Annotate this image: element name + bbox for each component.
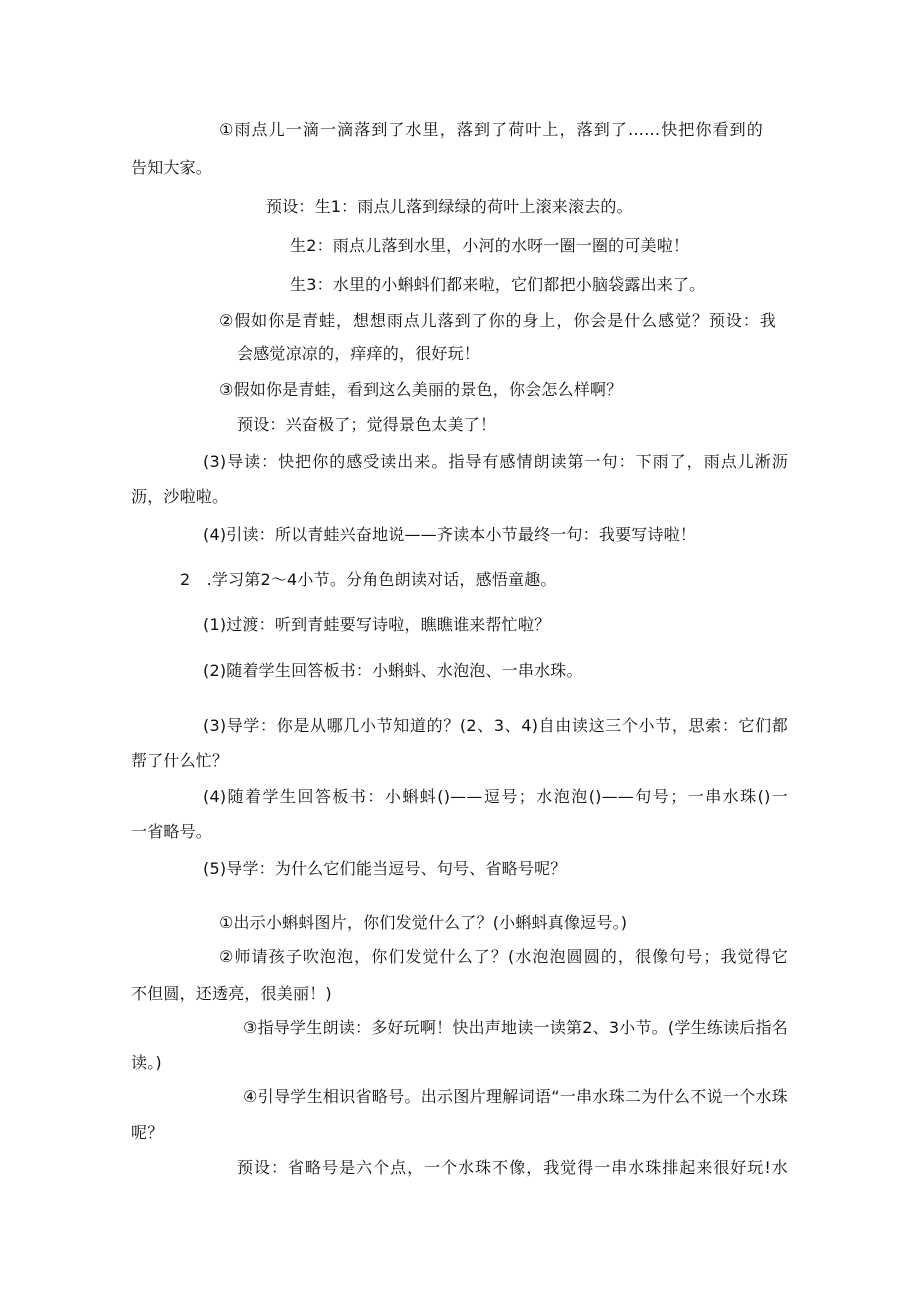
- text-line-22: ②师请孩子吹泡泡，你们发觉什么了？(水泡泡圆圆的，很像句号；我觉得它: [219, 947, 788, 966]
- text-line-21: ①出示小蝌蚪图片，你们发觉什么了？(小蝌蚪真像逗号。): [219, 913, 628, 932]
- text-line-5: 生3：水里的小蝌蚪们都来啦，它们都把小脑袋露出来了。: [290, 275, 706, 294]
- text-line-1: ①雨点儿一滴一滴落到了水里，落到了荷叶上，落到了……快把你看到的: [219, 120, 763, 139]
- text-line-19: 一省略号。: [131, 822, 213, 841]
- text-line-23: 不但圆，还透亮，很美丽！): [131, 984, 332, 1003]
- text-line-11: 沥，沙啦啦。: [131, 487, 229, 506]
- text-line-13: 2 .学习第2～4小节。分角色朗读对话，感悟童趣。: [180, 570, 557, 589]
- text-line-4: 生2：雨点儿落到水里，小河的水呀一圈一圈的可美啦！: [290, 236, 690, 255]
- text-line-24: ③指导学生朗读：多好玩啊！快出声地读一读第2、3小节。(学生练读后指名: [243, 1018, 788, 1037]
- text-line-18: (4)随着学生回答板书：小蝌蚪()——逗号；水泡泡()——句号；一串水珠()一: [203, 787, 788, 806]
- text-line-12: (4)引读：所以青蛙兴奋地说——齐读本小节最终一句：我要写诗啦！: [203, 525, 697, 544]
- text-line-27: 呢？: [131, 1123, 164, 1142]
- text-line-3: 预设：生1：雨点儿落到绿绿的荷叶上滚来滚去的。: [266, 197, 633, 216]
- text-line-16: (3)导学：你是从哪几小节知道的？(2、3、4)自由读这三个小节，思索：它们都: [203, 716, 788, 735]
- text-line-15: (2)随着学生回答板书：小蝌蚪、水泡泡、一串水珠。: [203, 661, 583, 680]
- text-line-9: 预设：兴奋极了；觉得景色太美了！: [237, 415, 497, 434]
- text-line-28: 预设：省略号是六个点，一个水珠不像，我觉得一串水珠排起来很好玩!水: [237, 1158, 788, 1177]
- text-line-20: (5)导学：为什么它们能当逗号、句号、省略号呢？: [203, 859, 567, 878]
- text-line-17: 帮了什么忙？: [131, 751, 229, 770]
- text-line-6: ②假如你是青蛙，想想雨点儿落到了你的身上，你会是什么感觉？预设：我: [219, 311, 776, 330]
- text-line-14: (1)过渡：听到青蛙要写诗啦，瞧瞧谁来帮忙啦？: [203, 615, 551, 634]
- text-line-26: ④引导学生相识省略号。出示图片理解词语“一串水珠二为什么不说一个水珠: [243, 1087, 788, 1106]
- text-line-10: (3)导读：快把你的感受读出来。指导有感情朗读第一句：下雨了，雨点儿淅沥: [203, 452, 788, 471]
- text-line-2: 告知大家。: [131, 158, 213, 177]
- text-line-25: 读。): [131, 1053, 162, 1072]
- text-line-7: 会感觉凉凉的，痒痒的，很好玩！: [237, 344, 481, 363]
- text-line-8: ③假如你是青蛙，看到这么美丽的景色，你会怎么样啊？: [219, 380, 623, 399]
